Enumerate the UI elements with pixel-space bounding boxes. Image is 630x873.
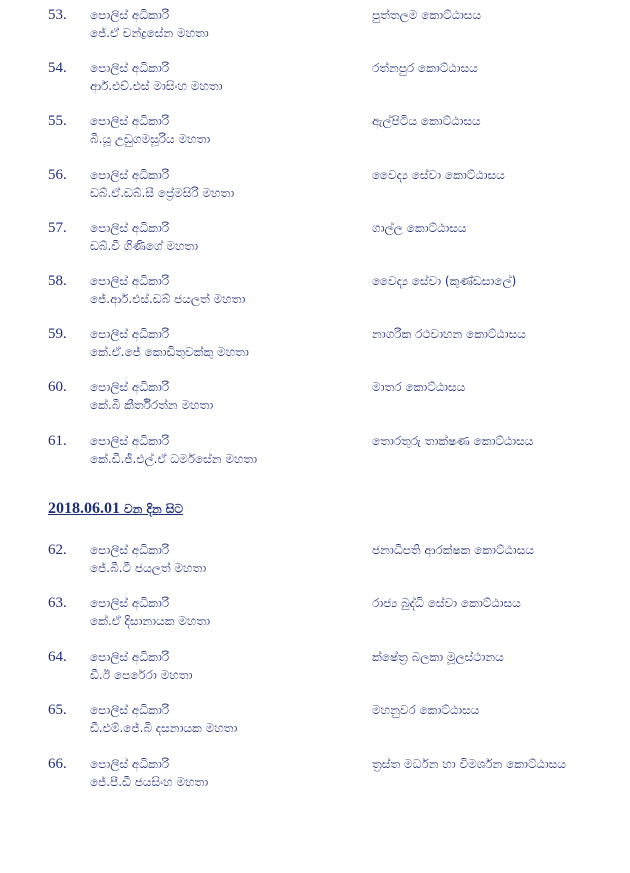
list-item (0, 701, 630, 745)
list-item (0, 219, 630, 263)
entry-rank: පොලිස් අධිකාරි (90, 114, 170, 128)
entry-name: ජේ.පී.ඩී ජයසිංහ මහතා (90, 775, 209, 789)
entry-number: 62. (48, 542, 67, 558)
entry-rank: පොලිස් අධිකාරි (90, 61, 170, 75)
list-item (0, 325, 630, 369)
entry-division: මහනුවර කොට්ඨාසය (372, 703, 480, 717)
list-item (0, 755, 630, 799)
entry-division: රාජ්‍ය බුද්ධි සේවා කොට්ඨාසය (372, 596, 521, 610)
entry-name: ජේ.ආර්.එස්.ඩබ් ජයලත් මහතා (90, 292, 246, 306)
entry-name: කේ.බී කීර්තිරත්න මහතා (90, 398, 214, 412)
entry-name: කේ.ඒ දිසානායක මහතා (90, 614, 211, 628)
entry-division: වෛද්‍ය සේවා (කුණ්ඩසාලේ) (372, 274, 517, 288)
entry-division: තොරතුරු තාක්ෂණ කොට්ඨාසය (372, 434, 534, 448)
entry-number: 60. (48, 379, 67, 395)
entry-rank: පොලිස් අධිකාරි (90, 380, 170, 394)
entry-number: 66. (48, 756, 67, 772)
entry-number: 55. (48, 113, 67, 129)
entry-name: කේ.ඩී.ජී.එල්.ඒ ධර්මසේන මහතා (90, 452, 258, 466)
entry-name: ජේ.ඒ චන්ද්‍රසේන මහතා (90, 26, 209, 40)
entry-rank: පොලිස් අධිකාරි (90, 596, 170, 610)
entry-name: ඩී.එම්.ජේ.බී දසනායක මහතා (90, 721, 238, 735)
list-item (0, 541, 630, 585)
entry-division: රත්නපුර කොට්ඨාසය (372, 61, 478, 75)
entry-rank: පොලිස් අධිකාරි (90, 274, 170, 288)
list-item (0, 272, 630, 316)
entry-rank: පොලිස් අධිකාරි (90, 650, 170, 664)
entry-division: නාගරික රථවාහන කොට්ඨාසය (372, 327, 526, 341)
entry-rank: පොලිස් අධිකාරි (90, 757, 170, 771)
entry-division: ක්ෂේත්‍ර බලකා මූලස්ථානය (372, 650, 504, 664)
entry-division: වෛද්‍ය සේවා කොට්ඨාසය (372, 168, 505, 182)
list-item (0, 648, 630, 692)
entry-number: 61. (48, 433, 67, 449)
entry-division: ත්‍රස්ත මර්ධන හා විමර්ශන කොට්ඨාසය (372, 757, 566, 771)
list-item (0, 594, 630, 638)
entry-number: 63. (48, 595, 67, 611)
entry-name: ඩබ්.ඒ.ඩබ්.සී ප්‍රේමසිරි මහතා (90, 186, 235, 200)
entry-rank: පොලිස් අධිකාරි (90, 327, 170, 341)
list-item (0, 432, 630, 476)
list-item (0, 59, 630, 103)
entry-name: බී.යූ උඩුගමසූරිය මහතා (90, 132, 211, 146)
section-date: 2018.06.01 (48, 500, 120, 517)
list-item (0, 166, 630, 210)
entry-rank: පොලිස් අධිකාරි (90, 543, 170, 557)
entry-division: ජනාධිපති ආරක්ෂක කොට්ඨාසය (372, 543, 534, 557)
entry-name: ආර්.එච්.එස් මාසිංහ මහතා (90, 79, 223, 93)
entry-division: පුත්තලම කොට්ඨාසය (372, 8, 482, 22)
entry-name: ජේ.බී.ටී ජයලත් මහතා (90, 561, 207, 575)
entry-rank: පොලිස් අධිකාරි (90, 168, 170, 182)
entry-division: ඇල්පිටිය කොට්ඨාසය (372, 114, 481, 128)
list-item (0, 112, 630, 156)
section-suffix: වන දින සිට (124, 502, 184, 516)
entry-rank: පොලිස් අධිකාරි (90, 8, 170, 22)
list-item (0, 378, 630, 422)
list-item (0, 6, 630, 50)
entry-number: 53. (48, 7, 67, 23)
entry-number: 56. (48, 167, 67, 183)
entry-number: 58. (48, 273, 67, 289)
entry-number: 57. (48, 220, 67, 236)
entry-rank: පොලිස් අධිකාරි (90, 221, 170, 235)
section-heading (48, 500, 183, 518)
entry-division: ගාල්ල කොට්ඨාසය (372, 221, 467, 235)
entry-name: ඩබ්.වී ගිණිගේ මහතා (90, 239, 199, 253)
entry-rank: පොලිස් අධිකාරි (90, 434, 170, 448)
entry-number: 59. (48, 326, 67, 342)
entry-name: කේ.ඒ.ජේ කොඩිතුවක්කු මහතා (90, 345, 249, 359)
entry-division: මාතර කොට්ඨාසය (372, 380, 466, 394)
entry-name: ඩී.ඊ පෙරේරා මහතා (90, 668, 193, 682)
entry-number: 54. (48, 60, 67, 76)
entry-rank: පොලිස් අධිකාරි (90, 703, 170, 717)
entry-number: 64. (48, 649, 67, 665)
entry-number: 65. (48, 702, 67, 718)
